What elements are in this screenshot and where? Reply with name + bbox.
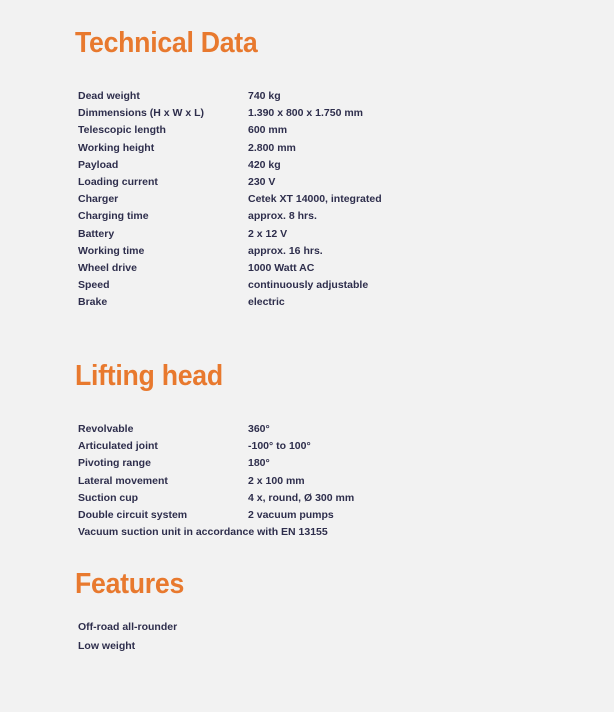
spec-label: Lateral movement [78, 474, 168, 487]
spec-value: 2 vacuum pumps [248, 508, 334, 521]
spec-row-double-circuit [78, 507, 558, 524]
lifting-head-table [78, 421, 558, 541]
spec-row-loading-current [78, 174, 558, 191]
spec-row-speed [78, 277, 558, 294]
spec-value: 420 kg [248, 158, 281, 171]
features-list [78, 618, 558, 655]
spec-row-charging-time [78, 208, 558, 225]
spec-label: Working height [78, 141, 155, 154]
lifting-head-heading: Lifting head [75, 360, 223, 392]
spec-value: 600 mm [248, 124, 288, 137]
spec-row-telescopic-length [78, 122, 558, 139]
feature-text: Low weight [78, 639, 136, 652]
spec-label: Telescopic length [78, 124, 166, 137]
spec-value: 1000 Watt AC [248, 261, 315, 274]
spec-value: 4 x, round, Ø 300 mm [248, 491, 355, 504]
spec-row-payload [78, 157, 558, 174]
spec-value: continuously adjustable [248, 279, 369, 292]
spec-value: 2.800 mm [248, 141, 296, 154]
spec-row-articulated-joint [78, 438, 558, 455]
spec-value: electric [248, 296, 285, 309]
spec-label: Wheel drive [78, 261, 137, 274]
features-heading: Features [75, 568, 185, 600]
spec-value: approx. 16 hrs. [248, 244, 323, 257]
spec-label: Charging time [78, 210, 149, 223]
spec-value: 180° [248, 457, 270, 470]
spec-row-lateral-movement [78, 473, 558, 490]
spec-value: 360° [248, 423, 270, 435]
feature-item [78, 618, 558, 637]
spec-row-dimensions [78, 105, 558, 122]
technical-data-table [78, 88, 558, 311]
spec-label: Dimmensions (H x W x L) [78, 107, 205, 120]
spec-label: Payload [78, 158, 119, 171]
spec-value: 740 kg [248, 90, 281, 102]
spec-value: 2 x 100 mm [248, 474, 305, 487]
spec-value: -100° to 100° [248, 440, 311, 453]
spec-label: Charger [78, 193, 119, 206]
spec-label: Brake [78, 296, 108, 309]
spec-label: Loading current [78, 175, 158, 188]
technical-data-heading: Technical Data [75, 27, 258, 59]
spec-label: Speed [78, 279, 110, 292]
spec-row-brake [78, 294, 558, 311]
spec-label: Suction cup [78, 491, 139, 504]
spec-row-wheel-drive [78, 260, 558, 277]
spec-value: Cetek XT 14000, integrated [248, 193, 382, 206]
spec-row-working-height [78, 140, 558, 157]
spec-value: 2 x 12 V [248, 227, 288, 240]
spec-note [78, 524, 558, 541]
spec-value: 1.390 x 800 x 1.750 mm [248, 107, 364, 120]
spec-label: Pivoting range [78, 457, 151, 470]
spec-row-working-time [78, 243, 558, 260]
spec-label: Dead weight [78, 90, 140, 102]
spec-row-suction-cup [78, 490, 558, 507]
spec-label: Revolvable [78, 423, 134, 435]
spec-value: approx. 8 hrs. [248, 210, 317, 223]
feature-item [78, 637, 558, 656]
spec-label: Working time [78, 244, 145, 257]
spec-value: 230 V [248, 175, 276, 188]
spec-row-revolvable [78, 421, 558, 438]
spec-row-pivoting-range [78, 455, 558, 472]
feature-text: Off-road all-rounder [78, 621, 178, 633]
spec-row-charger [78, 191, 558, 208]
spec-row-dead-weight [78, 88, 558, 105]
spec-note-text: Vacuum suction unit in accordance with EN 13155 [78, 526, 328, 539]
spec-label: Double circuit system [78, 508, 188, 521]
spec-row-battery [78, 226, 558, 243]
spec-label: Articulated joint [78, 440, 158, 453]
spec-label: Battery [78, 227, 115, 240]
